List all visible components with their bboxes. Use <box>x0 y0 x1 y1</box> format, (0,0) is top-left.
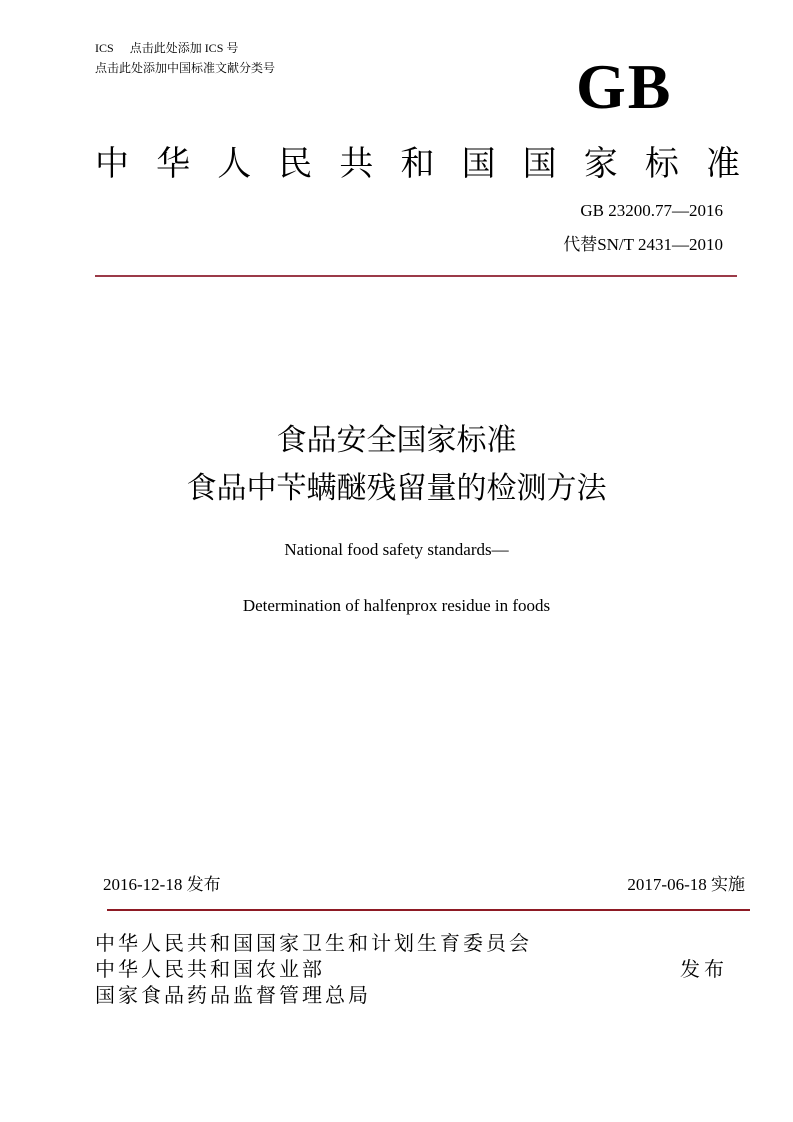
issuer-list <box>95 930 532 1008</box>
ics-number-field[interactable]: 点击此处添加 ICS 号 <box>129 41 239 55</box>
title-en-line1: National food safety standards— <box>284 540 509 559</box>
issuer-item: 中华人民共和国农业部 <box>95 957 325 981</box>
heading-char: 国 <box>461 144 496 184</box>
replaces-standard: 代替SN/T 2431—2010 <box>563 235 723 254</box>
issue-date: 2016-12-18 发布 <box>103 875 221 894</box>
heading-char: 人 <box>217 144 252 184</box>
ccs-number-field[interactable]: 点击此处添加中国标准文献分类号 <box>95 61 276 75</box>
standard-type-heading <box>95 142 740 186</box>
publish-label: 发布 <box>680 957 728 981</box>
heading-char: 和 <box>400 144 435 184</box>
gb-logo: GB <box>576 51 673 122</box>
heading-char: 准 <box>705 144 740 184</box>
issuer-item: 国家食品药品监督管理总局 <box>95 983 371 1007</box>
heading-char: 华 <box>156 144 191 184</box>
heading-char: 民 <box>278 144 313 184</box>
heading-char: 标 <box>644 144 679 184</box>
implementation-date: 2017-06-18 实施 <box>627 875 745 894</box>
heading-char: 家 <box>583 144 618 184</box>
title-cn-line1: 食品安全国家标准 <box>276 423 517 458</box>
footer-divider <box>107 909 750 911</box>
heading-char: 共 <box>339 144 374 184</box>
ics-line <box>95 40 238 56</box>
ics-label: ICS <box>95 41 114 55</box>
header-divider <box>95 275 737 277</box>
issuer-item: 中华人民共和国国家卫生和计划生育委员会 <box>95 931 532 955</box>
title-en-line2: Determination of halfenprox residue in foods <box>242 596 551 615</box>
heading-char: 国 <box>522 144 557 184</box>
heading-char: 中 <box>95 144 129 184</box>
standard-number: GB 23200.77—2016 <box>580 201 723 220</box>
title-cn-line2: 食品中苄螨醚残留量的检测方法 <box>186 471 607 506</box>
